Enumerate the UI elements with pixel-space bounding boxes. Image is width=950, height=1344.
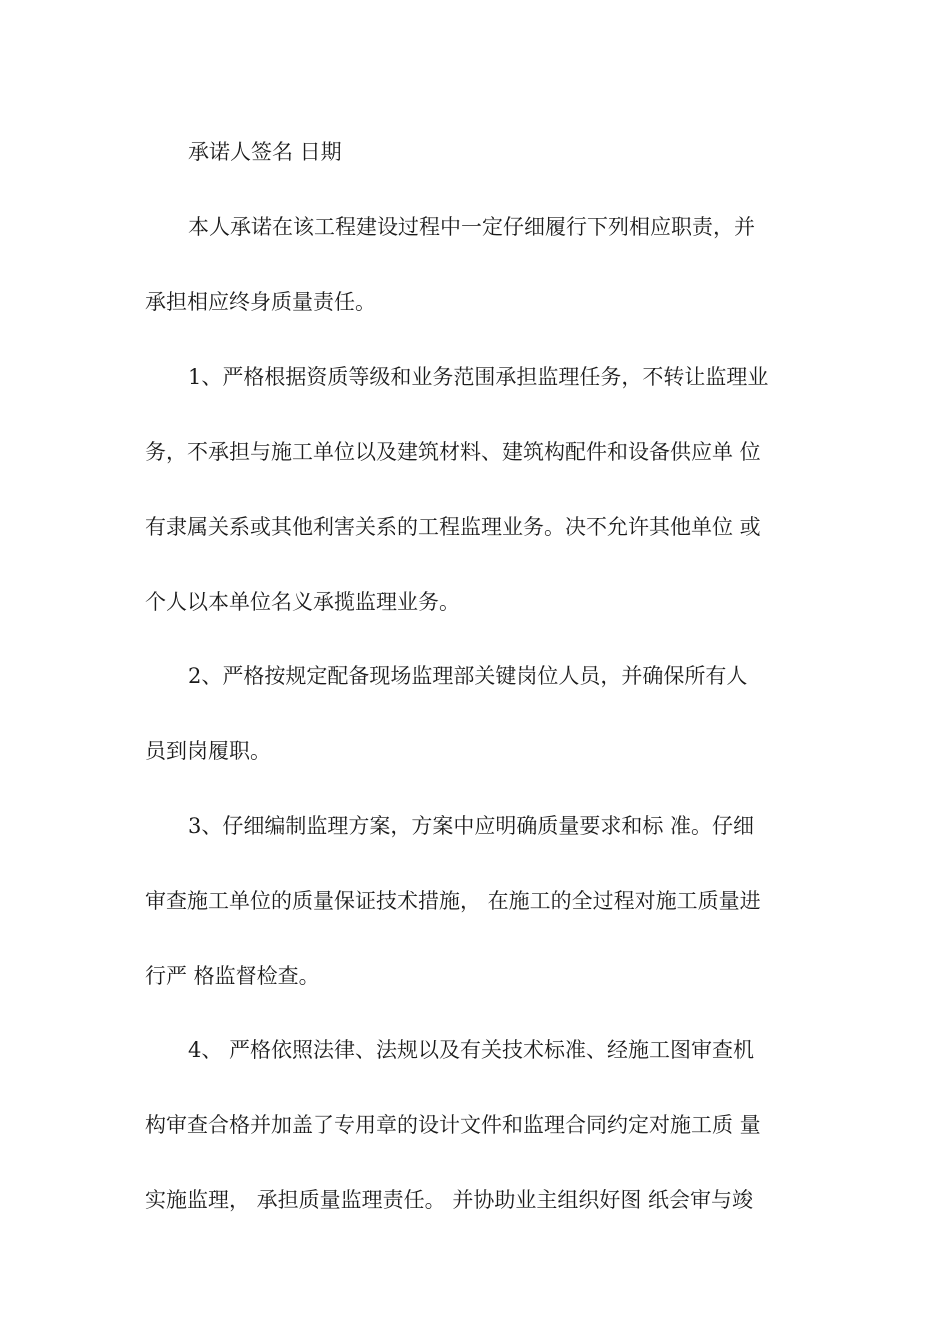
- paragraph-line: 3、仔细编制监理方案，方案中应明确质量要求和标 准。仔细: [188, 814, 755, 838]
- paragraph-line: 务，不承担与施工单位以及建筑材料、建筑构配件和设备供应单 位: [145, 440, 761, 464]
- paragraph-line: 构审查合格并加盖了专用章的设计文件和监理合同约定对施工质 量: [145, 1113, 761, 1137]
- paragraph-line: 行严 格监督检查。: [145, 964, 320, 988]
- paragraph-line: 本人承诺在该工程建设过程中一定仔细履行下列相应职责，并: [188, 215, 755, 239]
- paragraph-line: 1、严格根据资质等级和业务范围承担监理任务，不转让监理业: [188, 365, 769, 389]
- paragraph-line: 承担相应终身质量责任。: [145, 290, 376, 314]
- signature-date-line: 承诺人签名 日期: [188, 140, 342, 164]
- paragraph-line: 2、严格按规定配备现场监理部关键岗位人员，并确保所有人: [188, 664, 748, 688]
- paragraph-line: 员到岗履职。: [145, 739, 271, 763]
- paragraph-line: 4、 严格依照法律、法规以及有关技术标准、经施工图审查机: [188, 1038, 755, 1062]
- paragraph-line: 个人以本单位名义承揽监理业务。: [145, 590, 460, 614]
- paragraph-line: 实施监理， 承担质量监理责任。 并协助业主组织好图 纸会审与竣: [145, 1188, 754, 1212]
- paragraph-line: 审查施工单位的质量保证技术措施， 在施工的全过程对施工质量进: [145, 889, 761, 913]
- paragraph-line: 有隶属关系或其他利害关系的工程监理业务。决不允许其他单位 或: [145, 515, 761, 539]
